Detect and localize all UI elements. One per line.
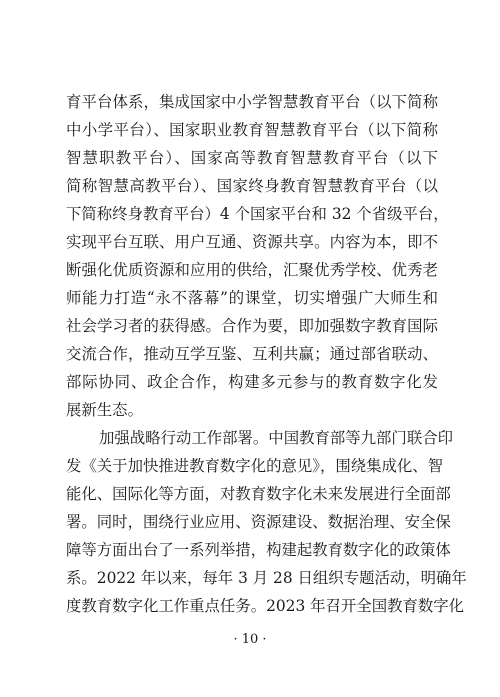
text-line: 下简称终身教育平台）4 个国家平台和 32 个省级平台， (66, 205, 449, 223)
text-line: 师能力打造“永不落幕”的课堂，切实增强广大师生和 (66, 289, 438, 307)
text-line: 育平台体系，集成国家中小学智慧教育平台（以下简称 (66, 93, 438, 111)
text-line: 中小学平台）、国家职业教育智慧教育平台（以下简称 (66, 121, 438, 139)
text-line: 展新生态。 (66, 401, 143, 419)
text-line: 能化、国际化等方面，对教育数字化未来发展进行全面部 (66, 485, 451, 503)
text-line: 简称智慧高教平台）、国家终身教育智慧教育平台（以 (66, 177, 438, 195)
text-line: 度教育数字化工作重点任务。2023 年召开全国教育数字化 (66, 597, 465, 615)
text-line: 交流合作，推动互学互鉴、互利共赢；通过部省联动、 (66, 345, 438, 363)
text-line: 系。2022 年以来，每年 3 月 28 日组织专题活动，明确年 (66, 569, 467, 587)
text-line: 社会学习者的获得感。合作为要，即加强数字教育国际 (66, 317, 438, 335)
text-line: 部际协同、政企合作，构建多元参与的教育数字化发 (66, 373, 438, 391)
text-line: 智慧职教平台）、国家高等教育智慧教育平台（以下 (66, 149, 438, 167)
text-line: 断强化优质资源和应用的供给，汇聚优秀学校、优秀老 (66, 261, 438, 279)
paragraph-2 (66, 424, 467, 620)
page-number: · 10 · (233, 632, 267, 647)
paragraph-1 (66, 88, 449, 424)
text-line: 署。同时，围绕行业应用、资源建设、数据治理、安全保 (66, 513, 451, 531)
text-line: 发《关于加快推进教育数字化的意见》，围绕集成化、智 (66, 457, 444, 475)
text-line: 障等方面出台了一系列举措，构建起教育数字化的政策体 (66, 541, 451, 559)
text-line: 加强战略行动工作部署。中国教育部等九部门联合印 (99, 429, 453, 447)
text-line: 实现平台互联、用户互通、资源共享。内容为本，即不 (66, 233, 438, 251)
